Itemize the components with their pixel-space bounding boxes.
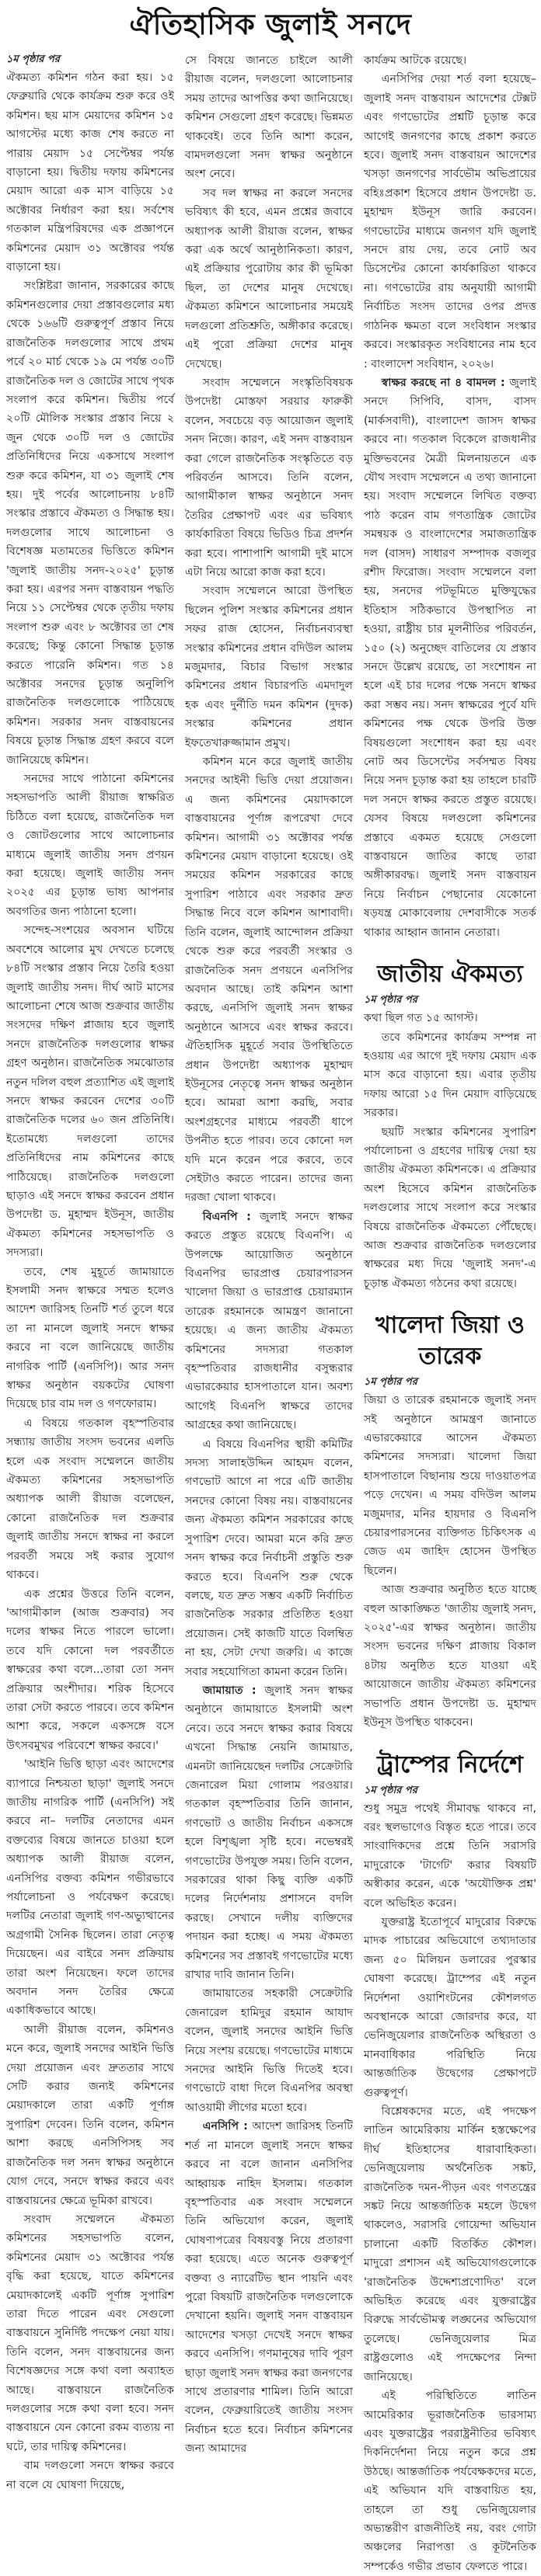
article-paragraph (6, 1263, 174, 1414)
article-paragraph (6, 68, 174, 276)
paragraph-text: যুক্তরাষ্ট্র ইতোপূর্বে মাদুরোর বিরুদ্ধে মাদক পাচারের অভিযোগে তথ্যদাতার জন্য ৫০ মিলিয়ন ডলারের পুরস্কার ঘোষণা করেছে। ট্রাম্পের এই নতুন নির্দেশনা ওয়াশিংটনের কৌশলগত অবস্থানকে আরো জোরদার করে, যা ভেনিজুয়েলার রাজনৈতিক অস্থিরতা ও মানবাধিকার পরিস্থিতি নিয়ে আন্তর্জাতিক উদ্বেগের প্রেক্ষাপটে গুরুত্বপূর্ণ। (364, 1915, 536, 2099)
paragraph-text: ঐকমত্য কমিশন গঠন করা হয়। ১৫ ফেব্রুয়ারি থেকে কার্যক্রম শুরু করে ওই কমিশন। ছয় মাস মেয়াদের কমিশন ১৫ আগস্টের মধ্যে কাজ শেষ করতে না পারায় মেয়াদ ১৫ সেপ্টেম্বর পর্যন্ত বাড়ানো হয়। দ্বিতীয় দফায় কমিশনের মেয়াদ আরো এক মাস বাড়িয়ে ১৫ অক্টোবর নির্ধারণ করা হয়। সর্বশেষ গতকাল মন্ত্রিপরিষদের এক প্রজ্ঞাপনে কমিশনের মেয়াদ ৩১ অক্টোবর পর্যন্ত বাড়ানো হয়। (6, 71, 174, 274)
article-paragraph (6, 2456, 174, 2494)
article-paragraph (6, 1414, 174, 1585)
article-paragraph (185, 1681, 353, 1985)
article-paragraph (185, 51, 353, 184)
article-paragraph (185, 1435, 353, 1681)
continued-from-page-1-label: ১ম পৃষ্ঠার পর (6, 54, 60, 65)
article-paragraph (364, 1580, 536, 1732)
paragraph-text: সংবাদ সম্মেলনে আরো উপস্থিত ছিলেন পুলিশ সংস্কার কমিশনের প্রধান সফর রাজ হোসেন, নির্বাচনব্যবস্থা সংস্কার কমিশনের প্রধান বদিউল আলম মজুমদার, বিচার বিভাগ সংস্কার কমিশনের প্রধান বিচারপতি এমদাদুল হক এবং দুর্নীতি দমন কমিশন (দুদক) সংস্কার কমিশনের প্রধান ইফতেখারুজ্জামান প্রমুখ। (185, 585, 353, 749)
column-3 (364, 51, 536, 2576)
paragraph-text: এই পরিস্থিতিতে লাতিন আমেরিকার ভূরাজনৈতিক ভারসাম্য এবং যুক্তরাষ্ট্রের পররাষ্ট্রনীতির ভবিষ্যৎ দিকনির্দেশনা নিয়ে নতুন করে প্রশ্ন উঠছে। আন্তর্জাতিক পর্যবেক্ষকদের মতে, এই অভিযান যদি বাস্তবায়িত হয়, তাহলে তা শুধু ভেনিজুয়েলার অভ্যন্তরীণ রাজনীতিই নয়, বরং গোটা অঞ্চলের নিরাপত্তা ও কূটনৈতিক সম্পর্কেও গভীর প্রভাব ফেলতে পারে। (364, 2390, 536, 2573)
article-paragraph (364, 2387, 536, 2576)
paragraph-text: তবে কমিশনের কার্যক্রম সম্পন্ন না হওয়ায় এর আগে দুই দফায় মেয়াদ এক মাস করে বাড়ানো হয়। এবার তৃতীয় দফায় আরো ১৫ দিন মেয়াদ বাড়িয়েছে সরকার। (364, 1031, 536, 1120)
column-2 (185, 51, 353, 2576)
article-paragraph (364, 374, 536, 942)
paragraph-lead-in: বিএনপি : (202, 1210, 251, 1223)
paragraph-text: জুলাই সনদ স্বাক্ষর অনুষ্ঠানে জামায়াতে ইসলামী অংশ নেবে। তবে সনদে স্বাক্ষর করার বিষয়ে এখনো সিদ্ধান্ত নেয়নি জামায়াত, এমনটা জানিয়েছেন দলটির সেক্রেটারি জেনারেল মিয়া গোলাম পরওয়ার। গতকাল বৃহস্পতিবার তিনি জানান, গণভোট ও জাতীয় নির্বাচন একসঙ্গে হলে বিশৃঙ্খলা সৃষ্টি হবে। নভেম্বরই গণভোটের উপযুক্ত সময়। তিনি বলেন, সরকারের থাকা কিছু ব্যক্তি একটি দলের নির্দেশনায় প্রশাসনে বদলি করছে। সেখানে দলীয় ব্যক্তিদের পদায়ন করা হচ্ছে। এ সময় ঐকমত্য কমিশনের সব প্রস্তাবই গণভোটের মধ্যে রাখার দাবি জানান তিনি। (185, 1684, 353, 1982)
article-paragraph (185, 1208, 353, 1435)
article-paragraph (185, 2117, 353, 2458)
paragraph-text: এ বিষয়ে গতকাল বৃহস্পতিবার সন্ধ্যায় জাতীয় সংসদ ভবনের এলডি হলে এক সংবাদ সম্মেলনে জাতীয় ঐকমত্য কমিশনের সহসভাপতি অধ্যাপক আলী রীয়াজ বলেছেন, কোনো রাজনৈতিক দল শুক্রবার জুলাই জাতীয় সনদে স্বাক্ষর না করলে পরবর্তী সময়ে সই করার সুযোগ থাকবে। (6, 1417, 174, 1582)
main-headline: ঐতিহাসিক জুলাই সনদে (129, 7, 412, 41)
article-paragraph (364, 1009, 536, 1027)
article-paragraph (6, 2210, 174, 2456)
paragraph-text: সংবাদ সম্মেলনে ঐকমত্য কমিশনের সহসভাপতি বলেন, কমিশনের মেয়াদ ৩১ অক্টোবর পর্যন্ত বৃদ্ধি করা হয়েছে, যাতে কমিশনের মেয়াদকালেই একটি পূর্ণাঙ্গ সুপারিশ তারা দিতে পারেন এবং সেগুলো বাস্তবায়নে সুনির্দিষ্ট পদক্ষেপ নেয়া যায়। তিনি বলেন, সনদ বাস্তবায়নের জন্য বিশেষজ্ঞদের সঙ্গে কথা বলা অব্যাহত আছে। বাস্তবায়নে রাজনৈতিক দলগুলোর সঙ্গে কথা বলা হবে। সনদ বাস্তবায়নে যেন কোনো রকম ব্যত্যয় না ঘটে, তার দায়িত্ব কমিশনের। (6, 2213, 174, 2453)
paragraph-lead-in: এনসিপি : (202, 2120, 248, 2133)
paragraph-text: জিয়া ও তারেক রহমানকে জুলাই সনদ সই অনুষ্ঠানে আমন্ত্রণ জানাতে এভারকেয়ারে আসেন ঐকমত্য কমিশনের সদস্যরা। খালেদা জিয়া হাসপাতালে বিছানায় শুয়ে দাওয়াতপত্র পড়ে দেখেন। এ সময় বদিউল আলম মজুমদার, মনির হায়দার ও বিএনপি চেয়ারপারসনের ব্যক্তিগত চিকিৎসক এ জেড এম জাহিদ হোসেন উপস্থিত ছিলেন। (364, 1394, 536, 1577)
article-paragraph (364, 2102, 536, 2387)
article-paragraph (6, 1585, 174, 1756)
paragraph-text: আলী রীয়াজ বলেন, কমিশনও মনে করে, জুলাই সনদের আইনি ভিত্তি দেয়া প্রয়োজন এবং দ্রুততার সাথে সেটি করার জন্যই কমিশনের মেয়াদকালে তারা একটি পূর্ণাঙ্গ সুপারিশ দেবেন। তিনি বলেন, কমিশন আশা করছে এনসিপিসহ সব রাজনৈতিক দল সনদ স্বাক্ষর অনুষ্ঠানে যোগ দেবে, সনদে স্বাক্ষর করবে এবং বাস্তবায়নের ক্ষেত্রে ভূমিকা রাখবে। (6, 2023, 174, 2207)
article-paragraph (6, 770, 174, 921)
paragraph-text: জুলাই সনদে সিপিবি, বাসদ, বাসদ (মার্কসবাদী), বাংলাদেশ জাসদ স্বাক্ষর করবে না। গতকাল বিকেলে রাজধানীর মুক্তিভবনের মৈত্রী মিলনায়তনে এক যৌথ সংবাদ সম্মেলনে এ তথ্য জানানো হয়। সংবাদ সম্মেলনে লিখিত বক্তব্য পাঠ করেন বাম গণতান্ত্রিক জোটের সমন্বয়ক ও বাংলাদেশের সমাজতান্ত্রিক দল (বাসদ) সাধারণ সম্পাদক বজলুর রশীদ ফিরোজ। সংবাদ সম্মেলনে বলা হয়, সনদের পটভূমিতে মুক্তিযুদ্ধের ইতিহাস সঠিকভাবে উপস্থাপিত না হওয়া, রাষ্ট্রীয় চার মূলনীতির পরিবর্তন, ১৫০ (২) অনুচ্ছেদ বাতিলের যে প্রস্তাব সনদে উল্লেখ রয়েছে, তা সংশোধন না হলে এই চার দলের পক্ষে সনদে স্বাক্ষর করা সম্ভব নয়। সনদ স্বাক্ষরের পূর্বে যদি কমিশনের পক্ষ থেকে উপরি উক্ত বিষয়গুলো সংশোধন করা হয় এবং নোট অব ডিসেন্টের সর্বসম্মত বিষয় নিয়ে সনদ চূড়ান্ত করা হয় তাহলে চারটি দল সনদে স্বাক্ষর করতে প্রস্তুত রয়েছে। যেসব বিষয়ে দলগুলো কমিশনের প্রস্তাবে একমত হয়েছে সেগুলো বাস্তবায়নে জাতির কাছে তারা অঙ্গীকারবদ্ধ। জুলাই সনদ বাস্তবায়ন নিয়ে নির্বাচন পেছানোর যেকোনো ষড়যন্ত্র মোকাবেলায় দেশবাসীকে সতর্ক থাকার আহ্বান জানান নেতারা। (364, 376, 536, 939)
continued-from-page-1-label: ১ম পৃষ্ঠার পর (364, 1784, 417, 1796)
continued-from-page-1-label: ১ম পৃষ্ঠার পর (364, 1376, 417, 1389)
story-headline: খালেদা জিয়া ও তারেক (375, 1312, 525, 1371)
paragraph-text: কথা ছিল গত ১৫ আগস্ট। (364, 1012, 478, 1025)
article-paragraph (185, 1984, 353, 2117)
paragraph-text: তবে, শেষ মুহূর্তে জামায়াতে ইসলামী সনদ স্বাক্ষরে সম্মত হলেও আদেশ জারিসহ তিনটি শর্ত তুলে ধরে তা না মানলে জুলাই সনদে স্বাক্ষর করবে না বলে জানিয়েছে জাতীয় নাগরিক পার্টি (এনসিপি)। আর সনদ স্বাক্ষর অনুষ্ঠান বয়কটের ঘোষণা দিয়েছে চার বাম দল ও গণফোরাম। (6, 1265, 174, 1411)
story-headline: জাতীয় ঐকমত্য (377, 961, 523, 989)
article-paragraph (364, 1123, 536, 1294)
article-paragraph (6, 1755, 174, 2021)
column-1 (6, 51, 174, 2576)
story-headline: ট্রাম্পের নির্দেশে (377, 1750, 523, 1778)
paragraph-lead-in: স্বাক্ষর করছে না ৪ বামদল : (381, 376, 505, 389)
article-paragraph (6, 921, 174, 1262)
article-paragraph (6, 276, 174, 770)
paragraph-text: সংবাদ সম্মেলনে সংস্কৃতিবিষয়ক উপদেষ্টা মোস্তফা সরয়ার ফারুকী বলেন, সবচেয়ে বড় আয়োজন জুলাই সনদ নিজে। কারণ, এই সনদ বাস্তবায়ন করা গেলে রাজনৈতিক সংস্কৃতিতে বড় পরিবর্তন আসবে। তিনি বলেন, আগামীকাল স্বাক্ষর অনুষ্ঠানে সনদ তৈরির প্রেক্ষাপট এবং এর ভবিষ্যৎ কার্যকারিতা বিষয়ে ভিডিও চিত্র প্রদর্শন করা হবে। পাশাপাশি আগামী দুই মাসে এটা নিয়ে আরো কাজ করা হবে। (185, 376, 353, 579)
paragraph-text: জামায়াতের সহকারী সেক্রেটারি জেনারেল হামিদুর রহমান আযাদ বলেন, জুলাই সনদের আইনি ভিত্তি নিয়ে সংশয় রয়েছে। গণভোটের মাধ্যমে সনদের আইনি ভিত্তি দিতেই হবে। গণভোটে বাধা দিলে বিএনপির অবস্থা আওয়ামী লীগের মতো হবে। (185, 1987, 353, 2114)
article-paragraph (364, 70, 536, 374)
paragraph-text: বিশ্লেষকদের মতে, এই পদক্ষেপ লাতিন আমেরিকায় মার্কিন হস্তক্ষেপের দীর্ঘ ইতিহাসের ধারাবাহিকতা। ভেনিজুয়েলায় অর্থনৈতিক সঙ্কট, রাজনৈতিক দমন-পীড়ন এবং গণতন্ত্রের সঙ্কট নিয়ে আন্তর্জাতিক মহলে উদ্বেগ থাকলেও, সরাসরি গোয়েন্দা অভিযান চালানো একটি বিতর্কিত কৌশল। মাদুরো প্রশাসন এই অভিযোগগুলোকে 'রাজনৈতিক উদ্দেশ্যপ্রণোদিত' বলে অভিহিত করেছে এবং যুক্তরাষ্ট্রের বিরুদ্ধে সার্বভৌমত্ব লঙ্ঘনের অভিযোগ তুলেছে। ভেনিজুয়েলার মিত্র রাষ্ট্রগুলোও এই পদক্ষেপের নিন্দা জানিয়েছে। (364, 2105, 536, 2383)
paragraph-text: এক প্রশ্নের উত্তরে তিনি বলেন, 'আগামীকাল (আজ শুক্রবার) সব দলের স্বাক্ষর নিতে পারলে ভালো। তবে যদি কোনো দল পরবর্তীতে স্বাক্ষরের কথা বলে...তারা তো সনদ প্রক্রিয়ার অংশীদার। শরিক হিসেবে তারা সেটা করতে পারবে। তবে কমিশন আশা করে, সকলে একসঙ্গে বসে উৎসবমুখর পরিবেশে স্বাক্ষর করবে।' (6, 1587, 174, 1752)
article-paragraph (364, 1799, 536, 1913)
paragraph-text: সব দল স্বাক্ষর না করলে সনদের ভবিষ্যৎ কী হবে, এমন প্রশ্নের জবাবে অধ্যাপক আলী রীয়াজ বলেন, স্বাক্ষর করা এক অর্থে আনুষ্ঠানিকতা। কারণ, এই প্রক্রিয়ার পুরোটায় কার কী ভূমিকা ছিল, তা দেশের মানুষ দেখেছে। ঐকমত্য কমিশনে আলোচনার সময়েই দলগুলো প্রতিশ্রুতি, অঙ্গীকার করেছে। এই পুরো প্রক্রিয়া দেশের মানুষ দেখেছে। (185, 186, 353, 370)
paragraph-text: কমিশন মনে করে জুলাই জাতীয় সনদের আইনী ভিত্তি দেয়া প্রয়োজন। এ জন্য কমিশনের মেয়াদকালে বাস্তবায়নের পূর্ণাঙ্গ রূপরেখা দেবে কমিশন। আগামী ৩১ অক্টোবর পর্যন্ত কমিশনের মেয়াদ বাড়ানো হয়েছে। ওই সময়ের কমিশন সরকারের কাছে সুপারিশ পাঠাবে এবং সরকার দ্রুত সিদ্ধান্ত নিবে বলে কমিশন আশাবাদী। তিনি বলেন, জুলাই আন্দোলন প্রক্রিয়া থেকে শুরু করে পরবর্তী সংস্কার ও রাজনৈতিক সনদ প্রণয়নে এনসিপির অবদান আছে। তাই কমিশন আশা করছে, এনসিপি জুলাই সনদ স্বাক্ষর অনুষ্ঠানে আসবে এবং স্বাক্ষর করবে। ঐতিহাসিক মুহূর্তে সবার উপস্থিতিতে প্রধান উপদেষ্টা অধ্যাপক মুহাম্মদ ইউনূসের নেতৃত্বে সনদ স্বাক্ষর অনুষ্ঠান হবে। আমরা আশা করছি, সবার অংশগ্রহণের মাধ্যমে পরবর্তী ধাপে উপনীত হতে পারব। তবে কোনো দল যদি মনে করেন পরে করবে, তবে সেইটাও করতে পারেন। তাদের জন্য দরজা খোলা থাকবে। (185, 756, 353, 1205)
paragraph-lead-in: জামায়াত : (202, 1684, 257, 1697)
article-paragraph (364, 51, 536, 70)
paragraph-text: শুধু সমুদ্র পথেই সীমাবদ্ধ থাকবে না, বরং স্থলভাগেও বিস্তৃত হতে পারে। তবে সাংবাদিকদের প্রশ্নে তিনি সরাসরি মাদুরোকে 'টার্গেট' করার বিষয়টি অস্বীকার করেন, একে 'অযৌক্তিক প্রশ্ন' বলে অভিহিত করেন। (364, 1802, 536, 1910)
article-paragraph (185, 374, 353, 582)
paragraph-text: আজ শুক্রবার অনুষ্ঠিত হতে যাচ্ছে বহুল আকাঙ্ক্ষিত 'জাতীয় জুলাই সনদ, ২০২৫'-এর স্বাক্ষর অনুষ্ঠান। জাতীয় সংসদ ভবনের দক্ষিণ প্লাজায় বিকাল ৪টায় অনুষ্ঠিত হতে যাওয়া এই আয়োজনে জাতীয় ঐকমত্য কমিশনের সভাপতি প্রধান উপদেষ্টা ড. মুহাম্মদ ইউনূস উপস্থিত থাকবেন। (364, 1583, 536, 1730)
paragraph-text: বাম দলগুলো সনদে স্বাক্ষর করবে না বলে যে ঘোষণা দিয়েছে, (6, 2460, 174, 2491)
continued-from-page-1-label: ১ম পৃষ্ঠার পর (364, 994, 417, 1006)
paragraph-text: এ বিষয়ে বিএনপির স্থায়ী কমিটির সদস্য সালাহউদ্দিন আহমদ বলেন, গণভোট আগে না পরে এটি জাতীয় সনদের কোনো বিষয় নয়। বাস্তবায়নের জন্য ঐকমত্য কমিশন সরকারের কাছে সুপারিশ দেবে। আমরা মনে করি দ্রুত সনদ স্বাক্ষর করে নির্বাচনী প্রস্তুতি শুরু করতে হবে। বিএনপি শুরু থেকে বলছে, যত দ্রুত সম্ভব একটি নির্বাচিত রাজনৈতিক সরকার প্রতিষ্ঠিত হওয়া প্রয়োজন। সেই কাজটি যাতে বিলম্বিত না হয়, সেটা দেখা জরুরি। এ কাজে সবার সহযোগিতা কামনা করেন তিনি। (185, 1437, 353, 1678)
paragraph-text: সনদের সাথে পাঠানো কমিশনের সহসভাপতি আলী রীয়াজ স্বাক্ষরিত চিঠিতে বলা হয়েছে, রাজনৈতিক দল ও জোটগুলোর সাথে আলোচনার মাধ্যমে জুলাই জাতীয় সনদ প্রণয়ন করা হয়েছে। জুলাই জাতীয় সনদ ২০২৫ এর চূড়ান্ত ভাষ্য আপনার অবগতির জন্য পাঠানো হলো। (6, 773, 174, 918)
article-paragraph (185, 184, 353, 374)
article-paragraph (364, 1391, 536, 1580)
paragraph-text: 'আইনি ভিত্তি ছাড়া এবং আদেশের ব্যাপারে নিশ্চয়তা ছাড়া' জুলাই সনদে জাতীয় নাগরিক পার্টি (এনসিপি) সই করবে না– দলটির নেতাদের এমন বক্তব্যের বিষয়ে জানতে চাওয়া হলে অধ্যাপক আলী রীয়াজ বলেন, এনসিপির বক্তব্য কমিশন গভীরভাবে পর্যালোচনা ও পর্যবেক্ষণ করেছে। দলটির নেতারা জুলাই গণ-অভ্যুত্থানের অগ্রগামী সৈনিক ছিলেন। তারা নেতৃত্ব দিয়েছেন। এর বাইরে সনদ প্রক্রিয়ায় তারা অংশ নিয়েছেন। ফলে তাদের অবদান সনদ তৈরির ক্ষেত্রে একাধিকভাবে আছে। (6, 1758, 174, 2018)
paragraph-text: সংশ্লিষ্টরা জানান, সরকারের কাছে কমিশনগুলোর দেয়া প্রস্তাবগুলোর মধ্য থেকে ১৬৬টি গুরুত্বপূর্ণ প্রস্তাব নিয়ে রাজনৈতিক দলগুলোর সাথে প্রথম পর্বে ২০ মার্চ থেকে ১৯ মে পর্যন্ত ৩০টি রাজনৈতিক দল ও জোটের সাথে পৃথক সংলাপ করে কমিশন। দ্বিতীয় পর্বে ২০টি মৌলিক সংস্কার প্রস্তাব নিয়ে ২ জুন থেকে ৩০টি দল ও জোটের প্রতিনিধিদের নিয়ে একসাথে সংলাপ শুরু করে কমিশন, যা ৩১ জুলাই শেষ হয়। দুই পর্বের আলোচনায় ৮৪টি সংস্কার প্রস্তাবে ঐকমত্য ও সিদ্ধান্ত হয়। দলগুলোর সাথে আলোচনা ও বিশেষজ্ঞ মতামতের ভিত্তিতে কমিশন 'জুলাই জাতীয় সনদ-২০২৫' চূড়ান্ত করা হয়। এরপর সনদ বাস্তবায়ন পদ্ধতি নিয়ে ১১ সেপ্টেম্বর থেকে তৃতীয় দফায় সংলাপ শুরু এবং ৮ অক্টোবর তা শেষ করেছে; কিন্তু কোনো সিদ্ধান্ত চূড়ান্ত করতে পারেনি কমিশন। গত ১৪ অক্টোবর সনদের চূড়ান্ত অনুলিপি রাজনৈতিক দলগুলোকে পাঠিয়েছে কমিশন। সরকার সনদ বাস্তবায়নের বিষয়ে চূড়ান্ত সিদ্ধান্ত গ্রহণ করবে বলে জানিয়েছে কমিশন। (6, 280, 174, 767)
paragraph-text: সে বিষয়ে জানতে চাইলে আলী রীয়াজ বলেন, দলগুলো আলোচনার সময় তাদের আপত্তির কথা জানিয়েছে। কমিশন সেগুলো গ্রহণ করেছে। ভিন্নমত থাকবেই। তবে তিনি আশা করেন, বামদলগুলো সনদ স্বাক্ষর অনুষ্ঠানে অংশ নেবে। (185, 54, 353, 181)
article-paragraph (6, 2021, 174, 2210)
article-paragraph (185, 753, 353, 1208)
article-columns (0, 51, 541, 2576)
paragraph-text: আদেশ জারিসহ তিনটি শর্ত না মানলে জুলাই সনদে স্বাক্ষর করবে না বলে জানান এনসিপির আহ্বায়ক নাহিদ ইসলাম। গতকাল বৃহস্পতিবার এক সংবাদ সম্মেলনে তিনি অভিযোগ করেন, জুলাই ঘোষণাপত্রের বিষয়বস্তু নিয়ে প্রতারণা করা হয়েছে। এতে অনেক গুরুত্বপূর্ণ বক্তব্য ও ন্যারেটিভ স্থান পায়নি এবং পুরো বিষয়টি রাজনৈতিক দলগুলোকে দেখানো হয়নি। জুলাই সনদ বাস্তবায়ন আদেশের খসড়া দেখেই সনদে স্বাক্ষর করবে এনসিপি। গণমানুষের দাবি পূরণ ছাড়া জুলাই সনদ স্বাক্ষর করা জনগণের সাথে প্রতারণার শামিল। তিনি আরো বলেন, ফেব্রুয়ারিতেই জাতীয় সংসদ নির্বাচন হতে হবে। নির্বাচন কমিশনের জন্য আমাদের (185, 2120, 353, 2456)
article-paragraph (364, 1913, 536, 2102)
article-paragraph (185, 582, 353, 753)
paragraph-text: জুলাই সনদে স্বাক্ষর করতে প্রস্তুত রয়েছে বিএনপি। এ উপলক্ষে আয়োজিত অনুষ্ঠানে বিএনপির ভারপ্রাপ্ত চেয়ারপারসন খালেদা জিয়া ও ভারপ্রাপ্ত চেয়ারম্যান তারেক রহমানকে আমন্ত্রণ জানানো হয়েছে। এ জন্য জাতীয় ঐকমত্য কমিশনের সদস্যরা গতকাল বৃহস্পতিবার রাজধানীর বসুন্ধরার এভারকেয়ার হাসপাতালে যান। অবশ্য আগেই বিএনপি স্বাক্ষরে তাদের আগ্রহের কথা জানিয়েছে। (185, 1210, 353, 1432)
paragraph-text: কার্যক্রম আটকে রয়েছে। (364, 54, 467, 67)
article-paragraph (364, 1028, 536, 1123)
paragraph-text: এনসিপির দেয়া শর্ত বলা হয়েছে– জুলাই সনদ বাস্তবায়ন আদেশের টেক্সট এবং গণভোটের প্রশ্নটি চূড়ান্ত করে আগেই জনগণের কাছে প্রকাশ করতে হবে। জুলাই সনদ বাস্তবায়ন আদেশের খসড়া জনগণের সার্বভৌম অভিপ্রায়ের বহিঃপ্রকাশ হিসেবে প্রধান উপদেষ্টা ড. মুহাম্মদ ইউনূস জারি করবেন। গণভোটের মাধ্যমে জনগণ যদি জুলাই সনদে রায় দেয়, তবে নোট অব ডিসেন্টের কোনো কার্যকারিতা থাকবে না। গণভোটের রায় অনুযায়ী আগামী নির্বাচিত সংসদ তাদের ওপর প্রদত্ত গাঠনিক ক্ষমতা বলে সংবিধান সংস্কার করবে। সংস্কারকৃত সংবিধানের নাম হবে : বাংলাদেশ সংবিধান, ২০২৬। (364, 73, 536, 370)
paragraph-text: ছয়টি সংস্কার কমিশনের সুপারিশ পর্যালোচনা ও গ্রহণের দায়িত্ব দেয়া হয় জাতীয় ঐকমত্য কমিশনকে। এ প্রক্রিয়ার অংশ হিসেবে কমিশন রাজনৈতিক দলগুলোর সাথে সংলাপ করে সংস্কার বিষয়ে রাজনৈতিক ঐকমত্যে পৌঁছেছে। আজ শুক্রবার রাজনৈতিক দলগুলোর স্বাক্ষরের মধ্য দিয়ে 'জুলাই সনদ'-এ চূড়ান্ত ঐকমত্য গঠনের কথা রয়েছে। (364, 1125, 536, 1290)
paragraph-text: সন্দেহ-সংশয়ের অবসান ঘটিয়ে অবশেষে আলোর মুখ দেখতে চলেছে ৮৪টি সংস্কার প্রস্তাব নিয়ে তৈরি হওয়া জুলাই জাতীয় সনদ। দীর্ঘ আট মাসের আলোচনা শেষে আজ শুক্রবার জাতীয় সংসদের দক্ষিণ প্লাজায় হবে জুলাই সনদে রাজনৈতিক দলগুলোর স্বাক্ষর গ্রহণ অনুষ্ঠান। রাজনৈতিক সমঝোতার নতুন দলিল বহুল প্রত্যাশিত এই জুলাই সনদে স্বাক্ষর করবেন দেশের ৩০টি রাজনৈতিক দলের ৬০ জন প্রতিনিধি। ইতোমধ্যে দলগুলো তাদের প্রতিনিধিদের নাম কমিশনের কাছে পাঠিয়েছে। রাজনৈতিক দলগুলো ছাড়াও এই সনদে স্বাক্ষর করবেন প্রধান উপদেষ্টা ড. মুহাম্মদ ইউনূস, জাতীয় ঐকমত্য কমিশনের সহসভাপতি ও সদস্যরা। (6, 924, 174, 1260)
